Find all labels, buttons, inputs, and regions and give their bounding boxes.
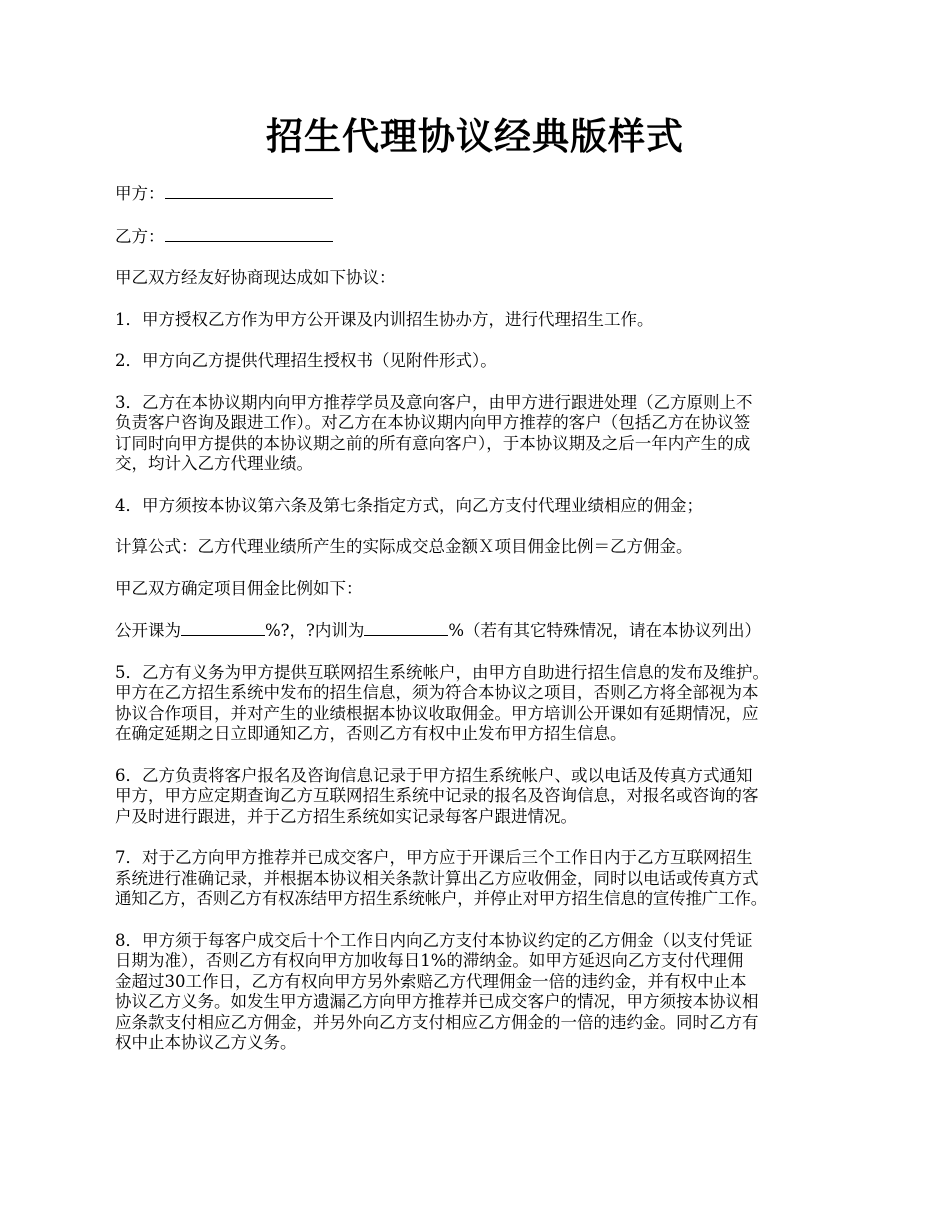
clause-8-line: 日期为准），否则乙方有权向甲方加收每日1%的滞纳金。如甲方延迟向乙方支付代理佣 (115, 951, 744, 970)
formula-paragraph: 计算公式：乙方代理业绩所产生的实际成交总金额Ｘ项目佣金比例＝乙方佣金。 (115, 537, 693, 556)
inhouse-blank (364, 620, 448, 636)
clause-2: 2．甲方向乙方提供代理招生授权书（见附件形式）。 (115, 351, 497, 370)
ratio-note: %（若有其它特殊情况，请在本协议列出） (448, 621, 762, 640)
ratio-line (115, 620, 845, 642)
document-body (115, 183, 845, 1075)
clause-3-line: 交，均计入乙方代理业绩。 (115, 454, 313, 473)
clause-6 (115, 766, 845, 828)
party-b-label: 乙方： (115, 226, 165, 246)
clause-8-line: 应条款支付相应乙方佣金，并另外向乙方支付相应乙方佣金的一倍的违约金。同时乙方有 (115, 1012, 759, 1032)
clause-8-line: 金超过30工作日，乙方有权向甲方另外索赔乙方代理佣金一倍的违约金，并有权中止本 (115, 971, 747, 991)
clause-1: 1．甲方授权乙方作为甲方公开课及内训招生协办方，进行代理招生工作。 (115, 309, 654, 329)
clause-7-line: 通知乙方，否则乙方有权冻结甲方招生系统帐户，并停止对甲方招生信息的宣传推广工作。 (115, 889, 768, 908)
clause-5-line: 在确定延期之日立即通知乙方，否则乙方有权中止发布甲方招生信息。 (115, 724, 627, 743)
ratio-intro: 甲乙双方确定项目佣金比例如下： (115, 578, 363, 598)
clause-3-line: 负责客户咨询及跟进工作）。对乙方在本协议期内向甲方推荐的客户（包括乙方在协议签 (115, 413, 751, 432)
clause-6-line: 6．乙方负责将客户报名及咨询信息记录于甲方招生系统帐户、或以电话及传真方式通知 (115, 765, 753, 785)
clause-7-line: 系统进行准确记录，并根据本协议相关条款计算出乙方应收佣金，同时以电话或传真方式 (115, 868, 759, 888)
party-a-line (115, 183, 845, 205)
clause-5-line: 协议合作项目，并对产生的业绩根据本协议收取佣金。甲方培训公开课如有延期情况，应 (115, 703, 759, 723)
party-a-blank (165, 183, 333, 199)
inhouse-label: %?，?内训为 (265, 621, 365, 640)
document-title: 招生代理协议经典版样式 (266, 114, 684, 158)
clause-5-line: 甲方在乙方招生系统中发布的招生信息，须为符合本协议之项目，否则乙方将全部视为本 (115, 683, 759, 702)
clause-8-line: 8．甲方须于每客户成交后十个工作日内向乙方支付本协议约定的乙方佣金（以支付凭证 (115, 930, 753, 950)
party-b-blank (165, 226, 333, 242)
clause-7-line: 7．对于乙方向甲方推荐并已成交客户，甲方应于开课后三个工作日内于乙方互联网招生 (115, 848, 753, 867)
public-course-label: 公开课为 (115, 621, 181, 640)
clause-4: 4．甲方须按本协议第六条及第七条指定方式，向乙方支付代理业绩相应的佣金； (115, 495, 703, 515)
clause-3 (115, 393, 845, 475)
clause-8 (115, 931, 845, 1054)
clause-3-line: 订同时向甲方提供的本协议期之前的所有意向客户），于本协议期及之后一年内产生的成 (115, 433, 751, 453)
intro-paragraph: 甲乙双方经友好协商现达成如下协议： (115, 268, 396, 287)
clause-5-line: 5．乙方有义务为甲方提供互联网招生系统帐户，由甲方自助进行招生信息的发布及维护。 (115, 662, 769, 682)
public-course-blank (181, 620, 265, 636)
clause-8-line: 协议乙方义务。如发生甲方遗漏乙方向甲方推荐并已成交客户的情况，甲方须按本协议相 (115, 992, 759, 1011)
party-b-line (115, 226, 845, 248)
clause-5 (115, 663, 845, 745)
party-a-label: 甲方： (115, 184, 165, 203)
clause-6-line: 甲方，甲方应定期查询乙方互联网招生系统中记录的报名及咨询信息，对报名或咨询的客 (115, 786, 759, 805)
clause-8-line: 权中止本协议乙方义务。 (115, 1033, 297, 1052)
clause-7 (115, 848, 845, 910)
clause-3-line: 3．乙方在本协议期内向甲方推荐学员及意向客户，由甲方进行跟进处理（乙方原则上不 (115, 392, 753, 412)
clause-6-line: 户及时进行跟进，并于乙方招生系统如实记录每客户跟进情况。 (115, 806, 577, 826)
